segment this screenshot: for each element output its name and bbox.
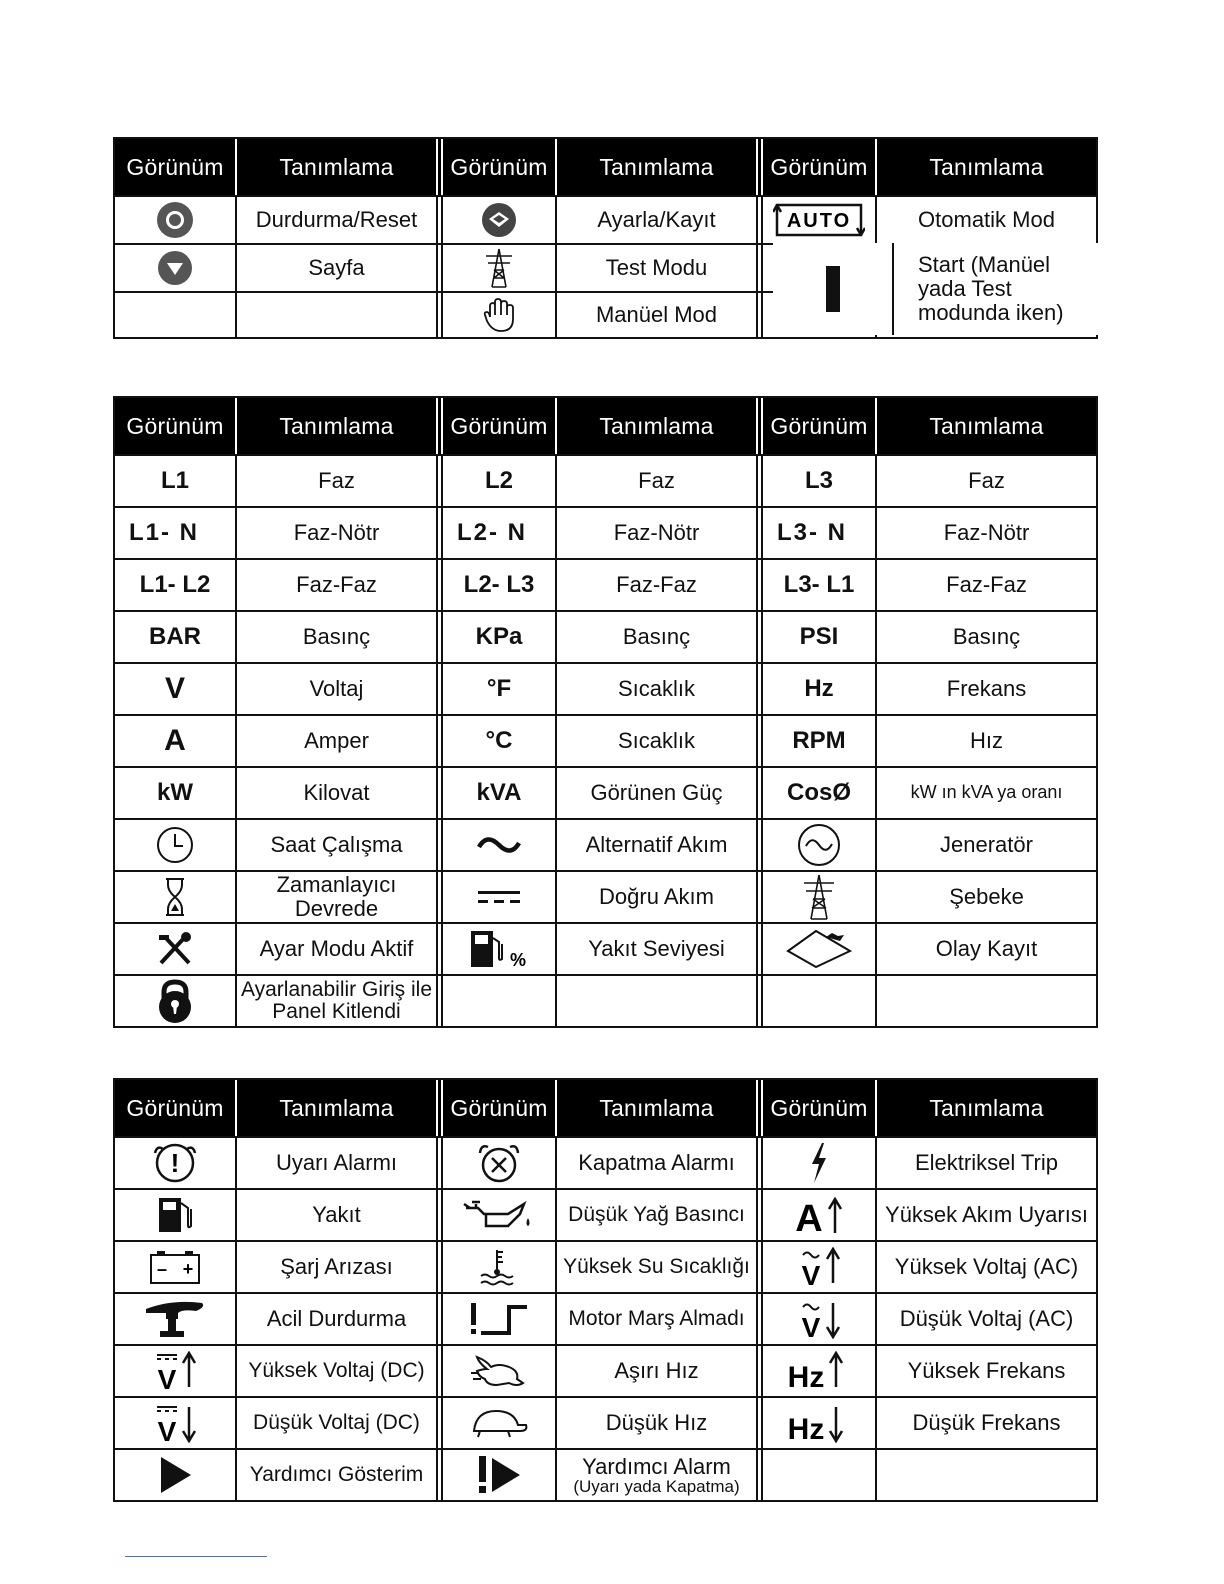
symbol-text: KPa	[436, 612, 555, 662]
description: Düşük Hız	[555, 1398, 756, 1448]
ac-wave-icon	[436, 820, 555, 870]
description: Faz	[875, 456, 1096, 506]
page-down-icon	[115, 245, 235, 291]
clock-icon	[115, 820, 235, 870]
description	[235, 293, 436, 337]
header-description: Tanımlama	[555, 398, 756, 454]
description: Yakıt	[235, 1190, 436, 1240]
description: Frekans	[875, 664, 1096, 714]
description: Yardımcı Alarm	[582, 1453, 731, 1479]
symbol-text: L3- N	[756, 508, 875, 558]
description: Kapatma Alarmı	[555, 1138, 756, 1188]
electrical-trip-icon	[756, 1138, 875, 1188]
description: Test Modu	[555, 245, 756, 291]
description: Faz	[235, 456, 436, 506]
aux-alarm-description	[555, 1450, 756, 1500]
header-description: Tanımlama	[875, 1080, 1096, 1136]
description: Ayarla/Kayıt	[555, 197, 756, 243]
description: Saat Çalışma	[235, 820, 436, 870]
table-row	[115, 1448, 1096, 1500]
dc-icon	[436, 872, 555, 922]
symbol-text: BAR	[149, 623, 201, 650]
table-row	[115, 974, 1096, 1026]
manual-hand-icon	[436, 293, 555, 337]
high-water-temp-icon	[436, 1242, 555, 1292]
symbol-text: RPM	[756, 716, 875, 766]
header-appearance: Görünüm	[126, 1094, 224, 1121]
symbol-text: PSI	[756, 612, 875, 662]
table-header	[115, 398, 1096, 454]
hz-symbol: Hz	[787, 1413, 825, 1443]
event-log-icon	[756, 924, 875, 974]
description: Uyarı Alarmı	[235, 1138, 436, 1188]
description: Faz-Nötr	[235, 508, 436, 558]
description: Otomatik Mod	[875, 197, 1096, 243]
description: Yüksek Voltaj (AC)	[875, 1242, 1096, 1292]
amp-symbol: A	[795, 1198, 823, 1235]
header-description: Tanımlama	[235, 398, 436, 454]
description: Şarj Arızası	[235, 1242, 436, 1292]
table-row	[115, 1136, 1096, 1188]
description: Manüel Mod	[555, 293, 756, 337]
description: Faz	[555, 456, 756, 506]
description: Şebeke	[875, 872, 1096, 922]
description: Sayfa	[235, 245, 436, 291]
table-row	[115, 662, 1096, 714]
volt-symbol: V	[801, 1312, 821, 1339]
description: Amper	[235, 716, 436, 766]
description: Sıcaklık	[555, 664, 756, 714]
warning-alarm-icon	[115, 1138, 235, 1188]
header-appearance: Görünüm	[436, 1080, 555, 1136]
hz-symbol: Hz	[787, 1361, 825, 1391]
description: Zamanlayıcı Devrede	[235, 872, 436, 922]
high-voltage-dc-icon	[115, 1346, 235, 1396]
table-row	[115, 870, 1096, 922]
panel-lock-icon	[115, 976, 235, 1026]
start-description: Start (Manüel yada Test modunda iken)	[892, 243, 1098, 335]
high-frequency-icon	[756, 1346, 875, 1396]
header-description: Tanımlama	[235, 1080, 436, 1136]
shutdown-alarm-icon	[436, 1138, 555, 1188]
table-row	[115, 1292, 1096, 1344]
footer-link-underline	[125, 1556, 267, 1557]
table-row	[115, 1396, 1096, 1448]
header-description: Tanımlama	[875, 139, 1096, 195]
description: Faz-Faz	[555, 560, 756, 610]
battery-charge-icon	[115, 1242, 235, 1292]
auto-label: AUTO	[786, 210, 852, 232]
table-row	[115, 558, 1096, 610]
description: Elektriksel Trip	[875, 1138, 1096, 1188]
excl-mark: !	[170, 1148, 180, 1178]
volt-symbol: V	[157, 1416, 177, 1443]
description: Jeneratör	[875, 820, 1096, 870]
description: Olay Kayıt	[875, 924, 1096, 974]
header-appearance: Görünüm	[126, 153, 224, 180]
auxiliary-alarm-icon	[436, 1450, 555, 1500]
fuel-level-icon	[436, 924, 555, 974]
description: Motor Marş Almadı	[555, 1294, 756, 1344]
symbol-text: °C	[436, 716, 555, 766]
symbol-text: Hz	[756, 664, 875, 714]
mains-tower-icon	[436, 245, 555, 291]
auxiliary-indicator-icon	[115, 1450, 235, 1500]
description: Doğru Akım	[555, 872, 756, 922]
description: Yüksek Akım Uyarısı	[875, 1190, 1096, 1240]
symbol-text: A	[164, 724, 186, 757]
description: Yüksek Frekans	[875, 1346, 1096, 1396]
description	[875, 1450, 1096, 1500]
empty-cell	[115, 293, 235, 337]
overspeed-rabbit-icon	[436, 1346, 555, 1396]
symbol-text: L2- L3	[436, 560, 555, 610]
description: Durdurma/Reset	[235, 197, 436, 243]
table-row	[115, 454, 1096, 506]
header-appearance: Görünüm	[756, 139, 875, 195]
description: Hız	[875, 716, 1096, 766]
table-header	[115, 139, 1096, 195]
minus-symbol: –	[156, 1259, 168, 1279]
mains-tower-icon	[756, 872, 875, 922]
description-sub: (Uyarı yada Kapatma)	[573, 1476, 740, 1496]
volt-symbol: V	[157, 1364, 177, 1391]
description: Yüksek Voltaj (DC)	[235, 1346, 436, 1396]
table-row	[115, 766, 1096, 818]
header-appearance: Görünüm	[436, 139, 555, 195]
header-description: Tanımlama	[875, 398, 1096, 454]
description: Aşırı Hız	[555, 1346, 756, 1396]
description	[875, 976, 1096, 1026]
header-appearance: Görünüm	[756, 398, 875, 454]
display-symbols-table	[113, 396, 1098, 1028]
description: Voltaj	[235, 664, 436, 714]
description: Yakıt Seviyesi	[555, 924, 756, 974]
low-voltage-dc-icon	[115, 1398, 235, 1448]
low-frequency-icon	[756, 1398, 875, 1448]
low-oil-pressure-icon	[436, 1190, 555, 1240]
table-row	[115, 922, 1096, 974]
symbol-text: L1	[160, 467, 189, 494]
description: Ayarlanabilir Giriş ile Panel Kitlendi	[235, 976, 436, 1026]
description: Düşük Frekans	[875, 1398, 1096, 1448]
symbol-text: L1- N	[129, 519, 199, 546]
table-row	[115, 714, 1096, 766]
auto-mode-icon	[756, 197, 875, 243]
low-voltage-ac-icon	[756, 1294, 875, 1344]
emergency-stop-icon	[115, 1294, 235, 1344]
plus-symbol: +	[182, 1259, 194, 1279]
volt-symbol: V	[801, 1260, 821, 1287]
description: Faz-Faz	[235, 560, 436, 610]
table-row	[115, 1188, 1096, 1240]
header-appearance: Görünüm	[436, 398, 555, 454]
description: Faz-Nötr	[875, 508, 1096, 558]
fuel-icon	[115, 1190, 235, 1240]
underspeed-turtle-icon	[436, 1398, 555, 1448]
description: Alternatif Akım	[555, 820, 756, 870]
description: Basınç	[235, 612, 436, 662]
empty-cell	[756, 1450, 875, 1500]
symbol-text: CosØ	[756, 768, 875, 818]
header-description: Tanımlama	[555, 1080, 756, 1136]
symbol-text: L2- N	[436, 508, 555, 558]
description: Ayar Modu Aktif	[235, 924, 436, 974]
description: Basınç	[875, 612, 1096, 662]
empty-cell	[756, 976, 875, 1026]
buttons-table	[113, 137, 1098, 339]
tools-icon	[115, 924, 235, 974]
header-description: Tanımlama	[555, 139, 756, 195]
generator-icon	[756, 820, 875, 870]
symbol-text: V	[164, 672, 185, 705]
symbol-text: kVA	[436, 768, 555, 818]
fail-to-start-icon	[436, 1294, 555, 1344]
description: Kilovat	[235, 768, 436, 818]
description: Düşük Yağ Basıncı	[555, 1190, 756, 1240]
description: Yardımcı Gösterim	[235, 1450, 436, 1500]
description: Acil Durdurma	[235, 1294, 436, 1344]
symbol-text: L3	[756, 456, 875, 506]
alarm-symbols-table	[113, 1078, 1098, 1502]
table-row	[115, 610, 1096, 662]
description	[555, 976, 756, 1026]
header-appearance: Görünüm	[756, 1080, 875, 1136]
table-row	[115, 818, 1096, 870]
set-save-icon	[436, 197, 555, 243]
description: Yüksek Su Sıcaklığı	[555, 1242, 756, 1292]
empty-cell	[436, 976, 555, 1026]
description: Basınç	[555, 612, 756, 662]
symbol-text: L3- L1	[756, 560, 875, 610]
table-row	[115, 506, 1096, 558]
percent-label: %	[509, 950, 527, 970]
table-row	[115, 1344, 1096, 1396]
symbol-text: L2	[436, 456, 555, 506]
high-current-icon	[756, 1190, 875, 1240]
table-row	[115, 1240, 1096, 1292]
symbol-text: kW	[157, 779, 193, 806]
table-header	[115, 1080, 1096, 1136]
description: Faz-Faz	[875, 560, 1096, 610]
header-description: Tanımlama	[235, 139, 436, 195]
description: Düşük Voltaj (AC)	[875, 1294, 1096, 1344]
description: Sıcaklık	[555, 716, 756, 766]
header-appearance: Görünüm	[126, 412, 224, 439]
start-icon	[773, 243, 892, 335]
description: kW ın kVA ya oranı	[875, 768, 1096, 818]
description: Düşük Voltaj (DC)	[235, 1398, 436, 1448]
stop-reset-icon	[115, 197, 235, 243]
symbol-text: L1- L2	[139, 571, 211, 598]
description: Görünen Güç	[555, 768, 756, 818]
description: Faz-Nötr	[555, 508, 756, 558]
symbol-text: °F	[436, 664, 555, 714]
table-row	[115, 195, 1096, 243]
hourglass-icon	[115, 872, 235, 922]
high-voltage-ac-icon	[756, 1242, 875, 1292]
